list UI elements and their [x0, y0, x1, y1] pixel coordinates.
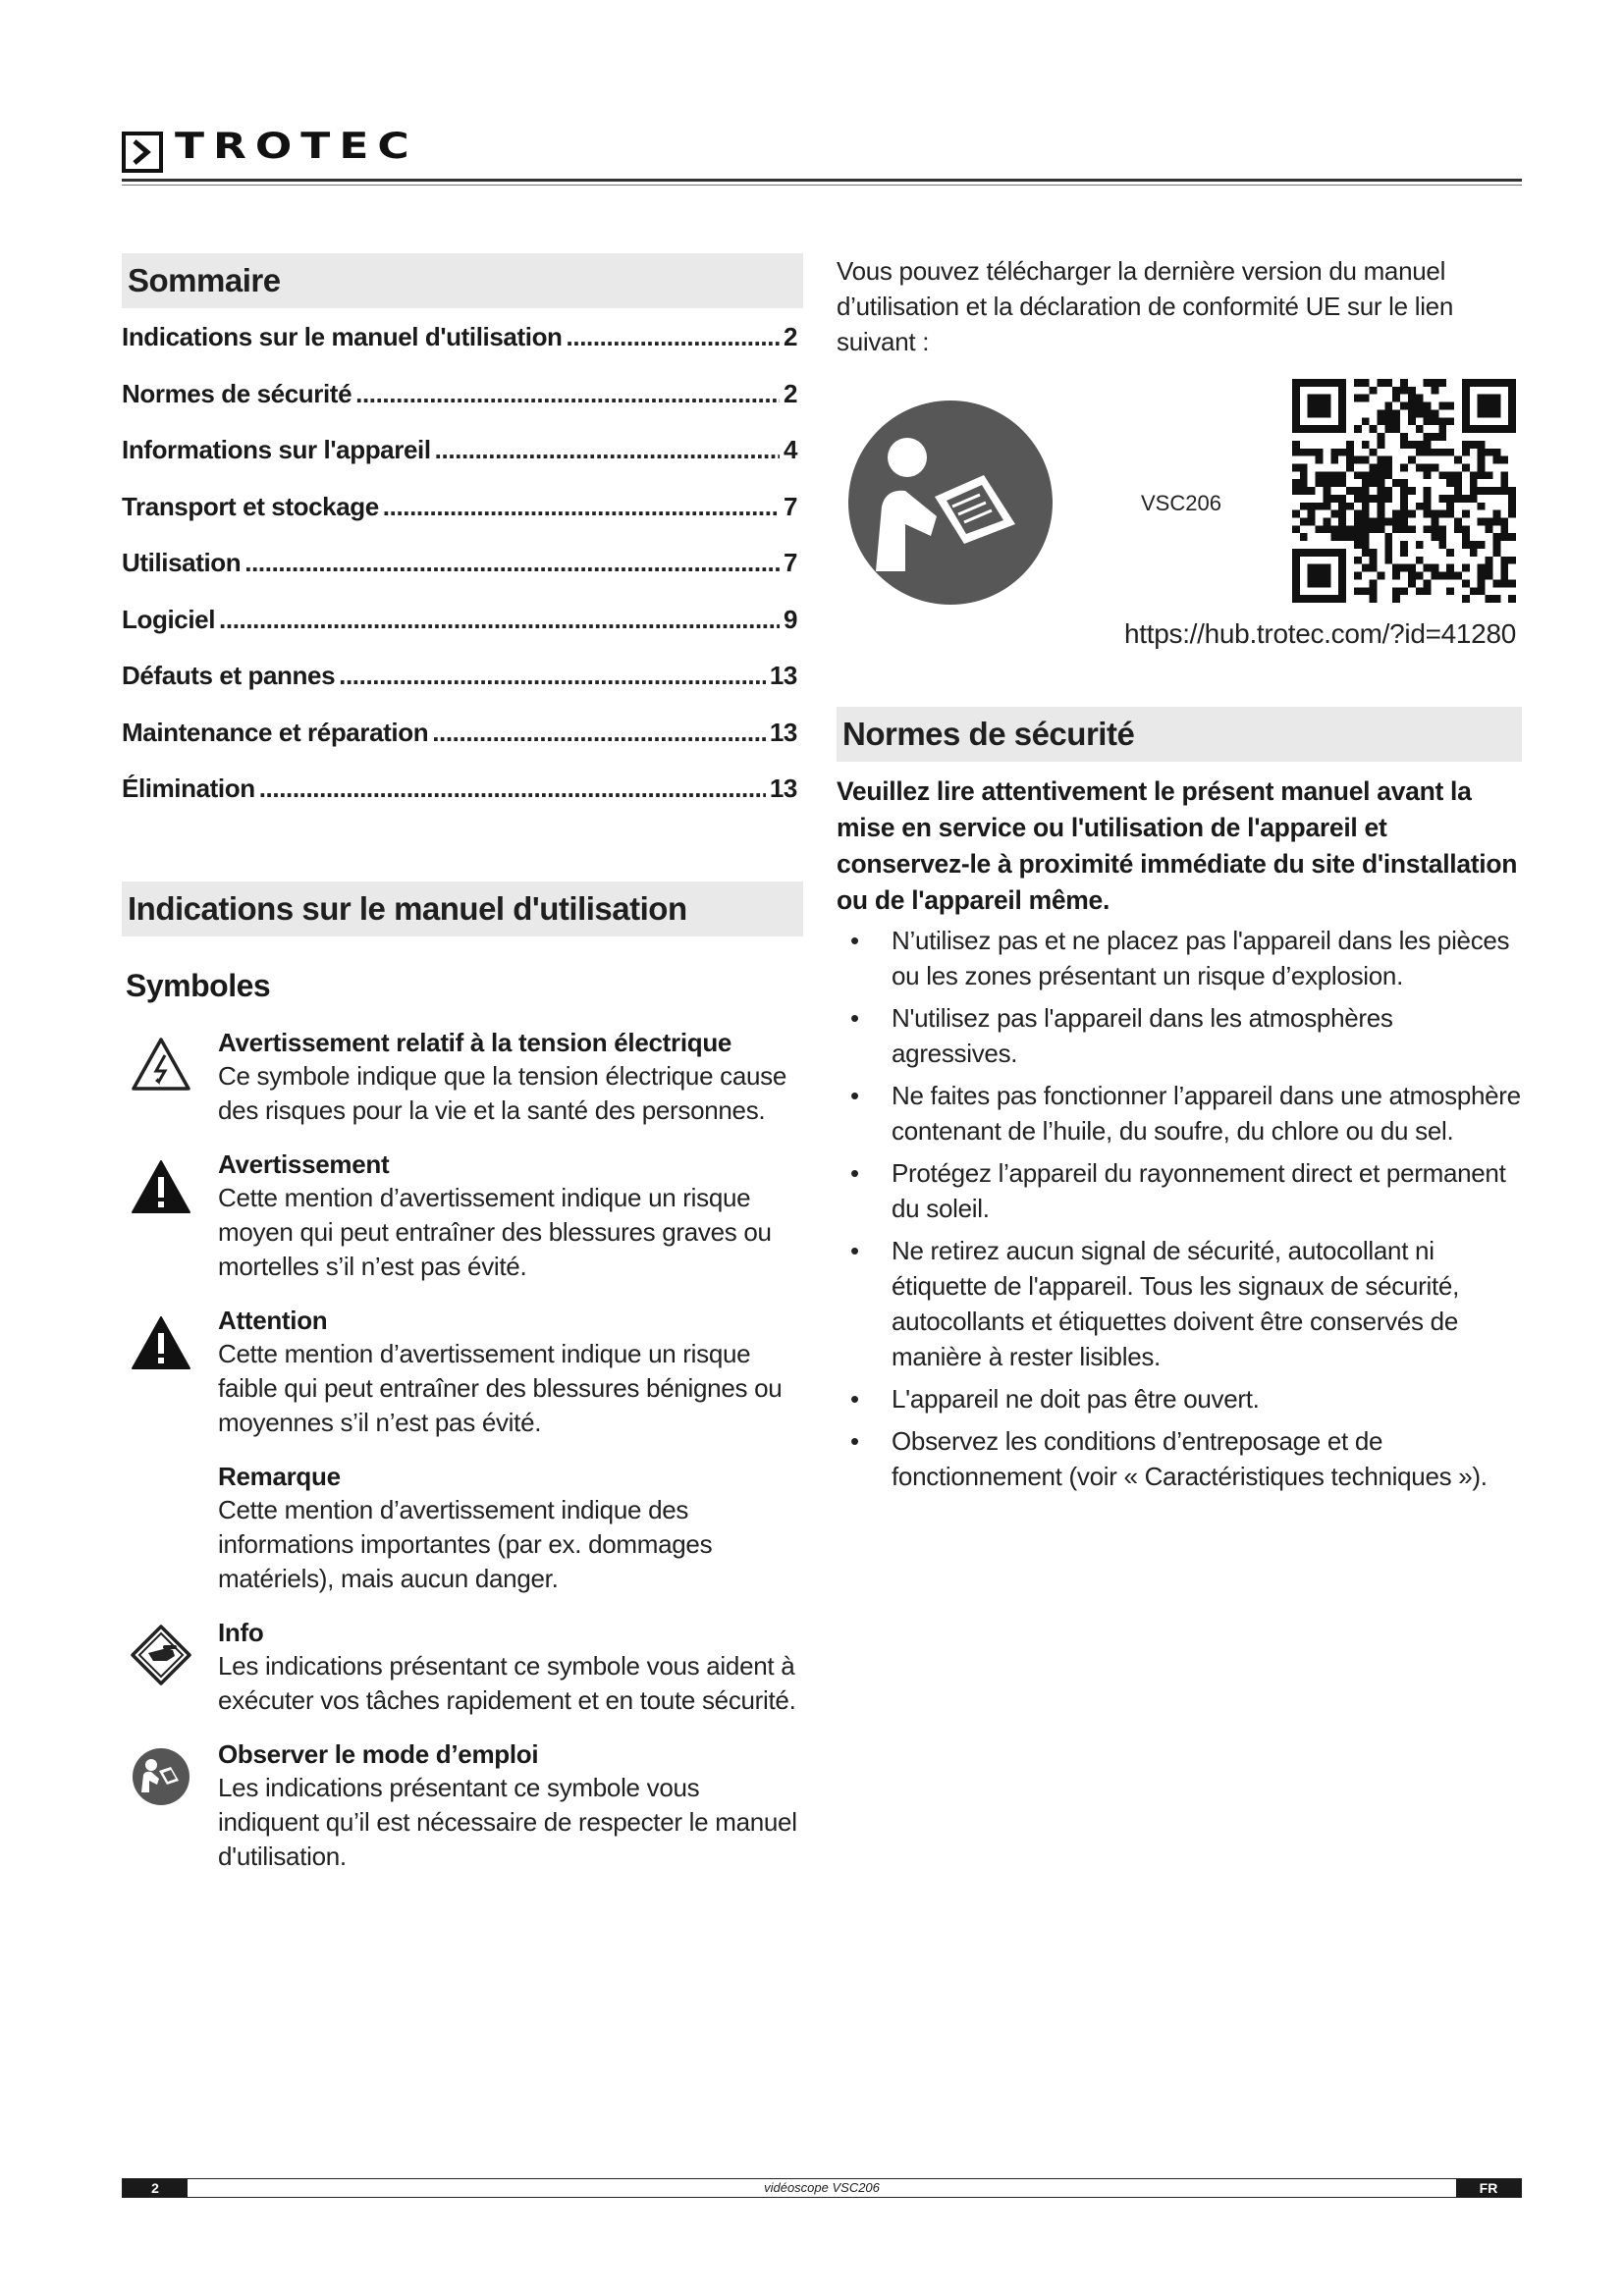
toc-item-title: Maintenance et réparation [122, 717, 429, 747]
symbols-heading: Symboles [126, 967, 271, 1003]
info-hand-icon [130, 1624, 192, 1686]
safety-bullet: • Ne faites pas fonctionner l’appareil dans une atmosphère contenant de l’huile, du soufre, du chlore ou du sel. [837, 1078, 1522, 1148]
table-of-contents [122, 322, 803, 830]
footer-product: vidéoscope VSC206 [764, 2180, 880, 2195]
download-text: Vous pouvez télécharger la dernière version du manuel d’utilisation et la déclaration de conformité UE sur le lien suivant : [837, 256, 1454, 356]
symbol-title: Remarque [218, 1461, 341, 1491]
electric-warning-icon [130, 1034, 192, 1096]
symbol-description: Cette mention d’avertissement indique des informations importantes (par ex. dommages matériels), mais aucun danger. [218, 1494, 713, 1593]
symbol-title: Avertissement [218, 1148, 390, 1179]
toc-leader [244, 548, 780, 578]
toc-item[interactable] [122, 661, 803, 718]
caution-icon [130, 1311, 192, 1374]
symbol-description: Les indications présentant ce symbole vous indiquent qu’il est nécessaire de respecter le manuel d'utilisation. [218, 1772, 797, 1871]
symbol-entry [122, 1304, 803, 1440]
brand-arrow-icon [122, 132, 163, 173]
toc-item-page: 2 [783, 322, 797, 351]
trotec-logo [122, 126, 436, 177]
symbol-title: Observer le mode d’emploi [218, 1738, 539, 1769]
symbol-entry [122, 1148, 803, 1284]
toc-item[interactable] [122, 774, 803, 830]
toc-item-title: Normes de sécurité [122, 378, 352, 408]
toc-heading: Sommaire [122, 253, 803, 308]
symbol-description: Cette mention d’avertissement indique un risque moyen qui peut entraîner des blessures graves ou mortelles s’il n’est pas évité. [218, 1182, 772, 1281]
toc-item-title: Élimination [122, 774, 255, 803]
qr-code[interactable] [1292, 379, 1516, 603]
toc-leader [259, 774, 766, 804]
safety-bullet: • N’utilisez pas et ne placez pas l'appareil dans les pièces ou les zones présentant un risque d’explosion. [837, 923, 1522, 993]
toc-item[interactable] [122, 718, 803, 774]
download-link[interactable]: https://hub.trotec.com/?id=41280 [1124, 618, 1516, 649]
symbol-description: Les indications présentant ce symbole vous aident à exécuter vos tâches rapidement et en toute sécurité. [218, 1650, 796, 1715]
toc-item-title: Indications sur le manuel d'utilisation [122, 322, 563, 351]
safety-bullet: • Ne retirez aucun signal de sécurité, autocollant ni étiquette de l'appareil. Tous les signaux de sécurité, autocollants et étiquettes doivent être conservés de manière à rester lisibles. [837, 1233, 1522, 1374]
toc-item[interactable] [122, 605, 803, 662]
toc-item-page: 4 [783, 435, 797, 464]
toc-leader [383, 492, 780, 522]
toc-leader [355, 379, 780, 409]
toc-item[interactable] [122, 322, 803, 379]
toc-item-title: Défauts et pannes [122, 661, 336, 690]
toc-item[interactable] [122, 492, 803, 549]
toc-item-title: Informations sur l'appareil [122, 435, 431, 464]
toc-item-page: 13 [769, 717, 797, 747]
manual-section-heading: Indications sur le manuel d'utilisation [122, 881, 803, 936]
toc-item[interactable] [122, 379, 803, 436]
symbol-description: Ce symbole indique que la tension électrique cause des risques pour la vie et la santé des personnes. [218, 1060, 787, 1125]
header-rule [122, 179, 1522, 182]
symbol-entry [122, 1026, 803, 1128]
left-column [122, 253, 803, 1874]
toc-leader [219, 605, 780, 635]
symbol-entry [122, 1460, 803, 1596]
brand-wordmark: TROTEC [175, 126, 418, 167]
toc-leader [432, 718, 766, 748]
page-footer [122, 2178, 1522, 2198]
page-number: 2 [123, 2179, 188, 2197]
toc-leader [339, 661, 766, 691]
safety-bullet: • Observez les conditions d’entreposage et de fonctionnement (voir « Caractéristiques techniques »). [837, 1423, 1522, 1494]
symbol-title: Info [218, 1617, 264, 1647]
symbol-entry [122, 1737, 803, 1874]
safety-bullets [837, 923, 1522, 1494]
safety-bullet: • N'utilisez pas l'appareil dans les atmosphères agressives. [837, 1000, 1522, 1071]
toc-item-page: 13 [769, 774, 797, 803]
symbol-description: Cette mention d’avertissement indique un risque faible qui peut entraîner des blessures bénignes ou moyennes s’il n’est pas évité. [218, 1338, 783, 1437]
safety-bullet: • L'appareil ne doit pas être ouvert. [837, 1381, 1522, 1416]
warning-icon [130, 1155, 192, 1218]
footer-language: FR [1456, 2179, 1521, 2197]
toc-item-page: 2 [783, 378, 797, 408]
right-column [837, 253, 1522, 1501]
header-rule-thin [122, 185, 1522, 186]
symbol-title: Avertissement relatif à la tension électrique [218, 1027, 732, 1057]
toc-item-page: 7 [783, 491, 797, 521]
safety-bullet: • Protégez l’appareil du rayonnement direct et permanent du soleil. [837, 1155, 1522, 1226]
safety-heading: Normes de sécurité [837, 707, 1522, 762]
toc-item-page: 7 [783, 548, 797, 577]
read-manual-icon [130, 1745, 192, 1808]
toc-item[interactable] [122, 548, 803, 605]
toc-item[interactable] [122, 435, 803, 492]
toc-item-page: 13 [769, 661, 797, 690]
download-block [837, 379, 1522, 685]
safety-intro: Veuillez lire attentivement le présent manuel avant la mise en service ou l'utilisation de l'appareil et conservez-le à proximité immédiate du site d'installation ou de l'appareil même. [837, 776, 1518, 915]
toc-item-title: Logiciel [122, 604, 216, 634]
toc-item-title: Utilisation [122, 548, 242, 577]
toc-leader [435, 435, 780, 465]
read-manual-icon [846, 399, 1055, 607]
toc-item-title: Transport et stockage [122, 491, 379, 521]
symbol-title: Attention [218, 1305, 328, 1335]
toc-item-page: 9 [783, 604, 797, 634]
model-label: VSC206 [1141, 491, 1221, 515]
toc-leader [567, 322, 780, 352]
symbol-entry [122, 1616, 803, 1718]
